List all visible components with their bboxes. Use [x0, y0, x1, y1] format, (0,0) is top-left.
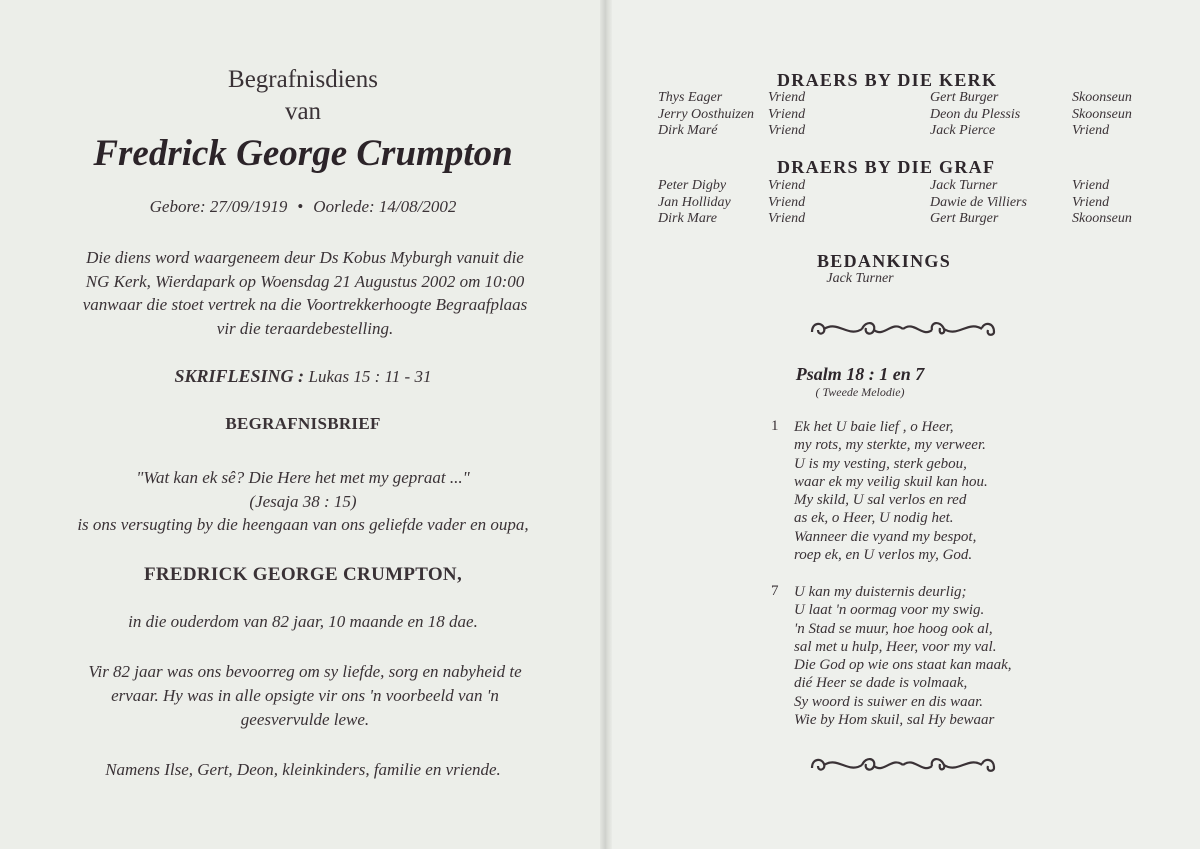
deceased-name-uppercase: FREDRICK GEORGE CRUMPTON, [143, 564, 463, 585]
tribute-line: Vir 82 jaar was ons bevoorreg om sy liefde, sorg en nabyheid te [88, 662, 522, 681]
bearer-relation: Vriend [1072, 194, 1110, 210]
bearer-relation: Vriend [1072, 178, 1110, 193]
bearer-name: Jack Pierce [930, 123, 996, 138]
verse-number: 7 [771, 583, 779, 599]
service-line: Die diens word waargeneem deur Ds Kobus Myburgh vanuit die [86, 248, 524, 267]
bearer-name: Thys Eager [658, 90, 723, 105]
psalm-subtitle: ( Tweede Melodie) [815, 385, 905, 399]
church-bearers-title: DRAERS BY DIE KERK [777, 70, 998, 90]
bearer-relation: Vriend [768, 178, 806, 193]
verse-line: Die God op wie ons staat kan maak, [794, 657, 1012, 674]
reading-value: Lukas 15 : 11 - 31 [308, 367, 432, 386]
scroll-ornament-icon [808, 752, 998, 778]
birth-date: Gebore: 27/09/1919 [149, 197, 288, 216]
verse-line: Sy woord is suiwer en dis waar. [794, 693, 984, 710]
bearer-row [930, 211, 1160, 228]
bearer-row [930, 178, 1160, 195]
age-line: in die ouderdom van 82 jaar, 10 maande en 18 dae. [128, 612, 478, 631]
deceased-name: Fredrick George Crumpton [93, 133, 513, 174]
letter-heading: BEGRAFNISBRIEF [225, 414, 381, 433]
thanks-name: Jack Turner [826, 271, 894, 286]
bearer-relation: Vriend [1072, 123, 1110, 138]
bearer-relation: Vriend [768, 211, 806, 226]
bearer-row [930, 195, 1160, 212]
bearer-row [930, 107, 1160, 124]
verse-line: Ek het U baie lief , o Heer, [794, 419, 954, 435]
verse-line: 'n Stad se muur, hoe hoog ook al, [794, 620, 993, 637]
verse-line: dié Heer se dade is volmaak, [794, 675, 968, 692]
bearer-name: Jack Turner [930, 178, 998, 193]
bearer-row [930, 123, 1160, 140]
scripture-reading [0, 366, 606, 387]
bearer-name: Dirk Mare [658, 211, 717, 226]
church-bearers-left [658, 90, 938, 140]
bearer-name: Dawie de Villiers [930, 194, 1027, 210]
heading-line2: van [284, 98, 322, 125]
tribute-line: geesvervulde lewe. [240, 710, 370, 729]
verse-line: My skild, U sal verlos en red [794, 492, 967, 509]
grave-bearers-left [658, 178, 938, 228]
church-bearers-right [930, 90, 1160, 140]
bearer-relation: Vriend [768, 90, 806, 105]
bearer-relation: Vriend [768, 123, 806, 138]
quote-reference: (Jesaja 38 : 15) [249, 491, 357, 511]
verse-line: Wanneer die vyand my bespot, [794, 528, 977, 545]
service-paragraph [40, 246, 570, 340]
tribute-paragraph [50, 660, 560, 732]
quote-line: "Wat kan ek sê? Die Here het met my gepraat ..." [136, 468, 470, 487]
bearer-name: Jerry Oosthuizen [658, 106, 755, 122]
verse-line: U kan my duisternis deurlig; [794, 584, 967, 600]
bearer-name: Dirk Maré [658, 123, 718, 138]
bearer-row [658, 178, 938, 195]
service-line: NG Kerk, Wierdapark op Woensdag 21 Augustus 2002 om 10:00 [85, 271, 525, 291]
verse-line: U laat 'n oormag voor my swig. [794, 602, 985, 619]
bearer-row [930, 90, 1160, 107]
verse-7 [794, 583, 1011, 729]
verse-1 [794, 418, 988, 564]
tribute-line: ervaar. Hy was in alle opsigte vir ons 'n voorbeeld van 'n [111, 686, 499, 705]
scroll-ornament-icon [808, 316, 998, 342]
verse-line: as ek, o Heer, U nodig het. [794, 510, 954, 527]
bearer-row [658, 211, 938, 228]
verse-line: Wie by Hom skuil, sal Hy bewaar [794, 712, 995, 729]
verse-line: my rots, my sterkte, my verweer. [794, 437, 986, 454]
service-line: vir die teraardebestelling. [216, 318, 394, 338]
letter-quote [0, 466, 606, 537]
bearer-row [658, 123, 938, 140]
bullet-separator: • [297, 197, 304, 216]
bearer-relation: Skoonseun [1072, 90, 1132, 105]
bearer-row [658, 195, 938, 212]
psalm-title: Psalm 18 : 1 en 7 [795, 364, 925, 384]
bearer-name: Peter Digby [658, 178, 727, 193]
verse-line: waar ek my veilig skuil kan hou. [794, 473, 988, 490]
death-date: Oorlede: 14/08/2002 [313, 197, 457, 216]
bearer-name: Jan Holliday [658, 194, 731, 210]
grave-bearers-right [930, 178, 1160, 228]
bearer-name: Deon du Plessis [930, 106, 1021, 122]
bearer-relation: Skoonseun [1072, 211, 1132, 226]
bearer-row [658, 90, 938, 107]
bearer-relation: Vriend [768, 106, 806, 122]
dates-line [0, 197, 606, 217]
thanks-title: BEDANKINGS [817, 251, 952, 271]
bearer-name: Gert Burger [930, 211, 999, 226]
verse-line: sal met u hulp, Heer, voor my val. [794, 638, 997, 655]
bearer-relation: Vriend [768, 194, 806, 210]
bearer-relation: Skoonseun [1072, 106, 1132, 122]
bearer-row [658, 107, 938, 124]
reading-label: SKRIFLESING : [174, 366, 305, 386]
heading-line1: Begrafnisdiens [228, 66, 378, 93]
verse-line: roep ek, en U verlos my, God. [794, 547, 973, 564]
verse-number: 1 [771, 418, 779, 434]
service-line: vanwaar die stoet vertrek na die Voortrekkerhoogte Begraafplaas [82, 295, 528, 314]
grave-bearers-title: DRAERS BY DIE GRAF [777, 157, 996, 177]
quote-line: is ons versugting by die heengaan van ons geliefde vader en oupa, [77, 515, 529, 534]
family-names-line: Namens Ilse, Gert, Deon, kleinkinders, familie en vriende. [105, 760, 501, 779]
verse-line: U is my vesting, sterk gebou, [794, 455, 967, 472]
bearer-name: Gert Burger [930, 90, 999, 105]
